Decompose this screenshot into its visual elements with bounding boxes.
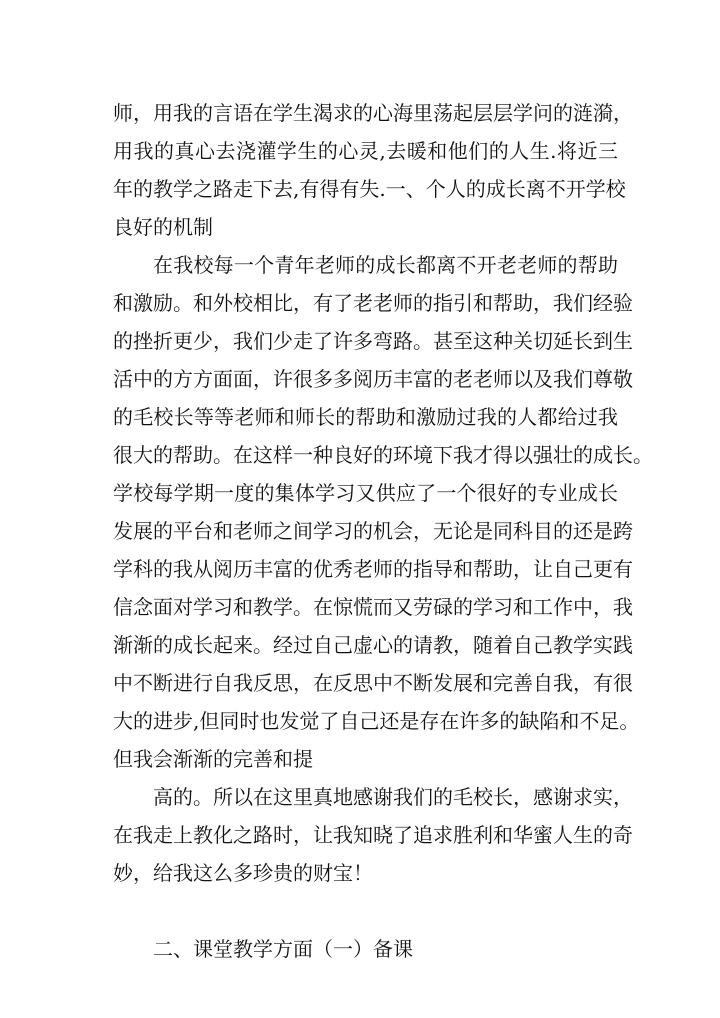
text-line: 很大的帮助。在这样一种良好的环境下我才得以强壮的成长。 (113, 443, 653, 467)
text-line: 良好的机制 (113, 215, 213, 239)
text-line: 用我的真心去浇灌学生的心灵,去暖和他们的人生.将近三 (113, 139, 618, 163)
text-line: 和激励。和外校相比，有了老老师的指引和帮助，我们经验 (113, 291, 633, 315)
text-line: 师，用我的言语在学生渴求的心海里荡起层层学问的涟漪， (113, 101, 633, 125)
paragraph-start-line: 在我校每一个青年老师的成长都离不开老老师的帮助 (153, 253, 618, 277)
text-line: 学科的我从阅历丰富的优秀老师的指导和帮助，让自己更有 (113, 557, 633, 581)
paragraph-start-line: 高的。所以在这里真地感谢我们的毛校长，感谢求实， (153, 785, 633, 809)
text-line: 信念面对学习和教学。在惊慌而又劳碌的学习和工作中，我 (113, 595, 633, 619)
text-line: 在我走上教化之路时，让我知晓了追求胜利和华蜜人生的奇 (113, 823, 633, 847)
text-line: 的挫折更少，我们少走了许多弯路。甚至这种关切延长到生 (113, 329, 633, 353)
document-body (113, 94, 653, 968)
text-line: 年的教学之路走下去,有得有失.一、个人的成长离不开学校 (113, 177, 626, 201)
text-line: 妙，给我这么多珍贵的财宝！ (113, 861, 373, 885)
blank-line (113, 892, 618, 930)
text-line: 大的进步,但同时也发觉了自己还是存在许多的缺陷和不足。 (113, 709, 640, 733)
text-line: 的毛校长等等老师和师长的帮助和激励过我的人都给过我 (113, 405, 618, 429)
text-line: 渐渐的成长起来。经过自己虚心的请教，随着自己教学实践 (113, 633, 633, 657)
text-line: 发展的平台和老师之间学习的机会，无论是同科目的还是跨 (113, 519, 633, 543)
text-line: 中不断进行自我反思，在反思中不断发展和完善自我，有很 (113, 671, 633, 695)
text-line: 学校每学期一度的集体学习又供应了一个很好的专业成长 (113, 481, 618, 505)
text-line: 活中的方方面面，许很多多阅历丰富的老老师以及我们尊敬 (113, 367, 633, 391)
section-heading: 二、课堂教学方面（一）备课 (153, 937, 413, 961)
text-line: 但我会渐渐的完善和提 (113, 747, 313, 771)
